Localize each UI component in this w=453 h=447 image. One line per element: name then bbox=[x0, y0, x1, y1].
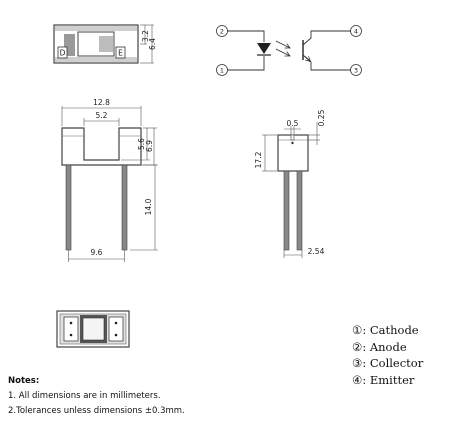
pin-3-label: 3 bbox=[353, 66, 359, 75]
notes-title: Notes: bbox=[8, 376, 40, 386]
pin-legend-name: : Collector bbox=[362, 356, 424, 370]
dim-12-8: 12.8 bbox=[93, 98, 110, 107]
note-item: 1. All dimensions are in millimeters. bbox=[8, 391, 161, 401]
top-view-right-window bbox=[99, 36, 113, 52]
notes bbox=[8, 374, 185, 419]
pin-legend-symbol: ② bbox=[352, 339, 363, 354]
dim-6-9: 6.9 bbox=[145, 140, 154, 152]
dim-3-2: 3.2 bbox=[141, 30, 150, 42]
pin-legend-symbol: ① bbox=[352, 323, 363, 337]
front-view-pin-left bbox=[66, 165, 71, 250]
top-view-label-d: D bbox=[59, 48, 66, 58]
side-view-pin-left bbox=[284, 171, 289, 250]
pin-legend-name: : Emitter bbox=[362, 372, 415, 387]
top-view-label-e: E bbox=[118, 48, 123, 58]
pin-legend-row bbox=[352, 322, 423, 339]
bottom-view-slot-window bbox=[83, 318, 104, 340]
side-view-body bbox=[278, 135, 308, 171]
side-view-pin-right bbox=[297, 171, 302, 250]
schematic bbox=[217, 26, 362, 76]
pin-legend-row bbox=[352, 339, 423, 356]
led-icon bbox=[257, 43, 271, 54]
collector-wire bbox=[303, 31, 351, 45]
pin-legend-row bbox=[352, 355, 423, 372]
dim-2-54: 2.54 bbox=[307, 247, 325, 256]
top-view bbox=[54, 25, 157, 63]
side-view bbox=[254, 109, 326, 258]
front-view-pin-right bbox=[122, 165, 127, 250]
light-arrow-icon bbox=[276, 49, 290, 56]
light-arrow-icon bbox=[276, 41, 290, 48]
pin-legend-name: : Anode bbox=[362, 339, 407, 354]
side-view-center-mark bbox=[291, 142, 293, 144]
pin-legend-symbol: ③ bbox=[352, 356, 363, 370]
pin-2-label: 2 bbox=[219, 27, 225, 36]
note-item: 2.Tolerances unless dimensions ±0.3mm. bbox=[8, 406, 185, 416]
bottom-view-pin-hole bbox=[70, 334, 73, 337]
pin-legend-row bbox=[352, 372, 423, 389]
bottom-view-left-pocket bbox=[64, 317, 78, 341]
cathode-wire bbox=[228, 56, 265, 70]
pin-1-label: 1 bbox=[219, 66, 225, 75]
front-view-body bbox=[62, 128, 141, 165]
dim-0-5: 0.5 bbox=[286, 119, 299, 128]
dim-6-4: 6.4 bbox=[148, 38, 157, 50]
pin-legend-name: : Cathode bbox=[362, 323, 419, 337]
bottom-view-pin-hole bbox=[70, 322, 73, 325]
bottom-view-pin-hole bbox=[115, 322, 118, 325]
bottom-view-right-pocket bbox=[109, 317, 123, 341]
pin-legend bbox=[352, 322, 423, 388]
top-view-upper-shade bbox=[55, 26, 137, 31]
dim-14-0: 14.0 bbox=[144, 198, 153, 216]
dim-17-2: 17.2 bbox=[254, 151, 263, 169]
emitter-arrow-icon bbox=[305, 57, 311, 62]
dim-9-6: 9.6 bbox=[90, 248, 103, 257]
anode-wire bbox=[228, 31, 265, 42]
bottom-view bbox=[57, 311, 129, 347]
dim-5-2: 5.2 bbox=[95, 111, 108, 120]
side-view-slit bbox=[291, 135, 294, 140]
front-view bbox=[62, 98, 158, 262]
emitter-wire bbox=[303, 55, 351, 70]
bottom-view-pin-hole bbox=[115, 334, 118, 337]
pin-4-label: 4 bbox=[353, 27, 359, 36]
dim-0-25: 0.25 bbox=[317, 109, 326, 127]
pin-legend-symbol: ④ bbox=[352, 372, 363, 387]
dim-5-6: 5.6 bbox=[137, 138, 146, 150]
